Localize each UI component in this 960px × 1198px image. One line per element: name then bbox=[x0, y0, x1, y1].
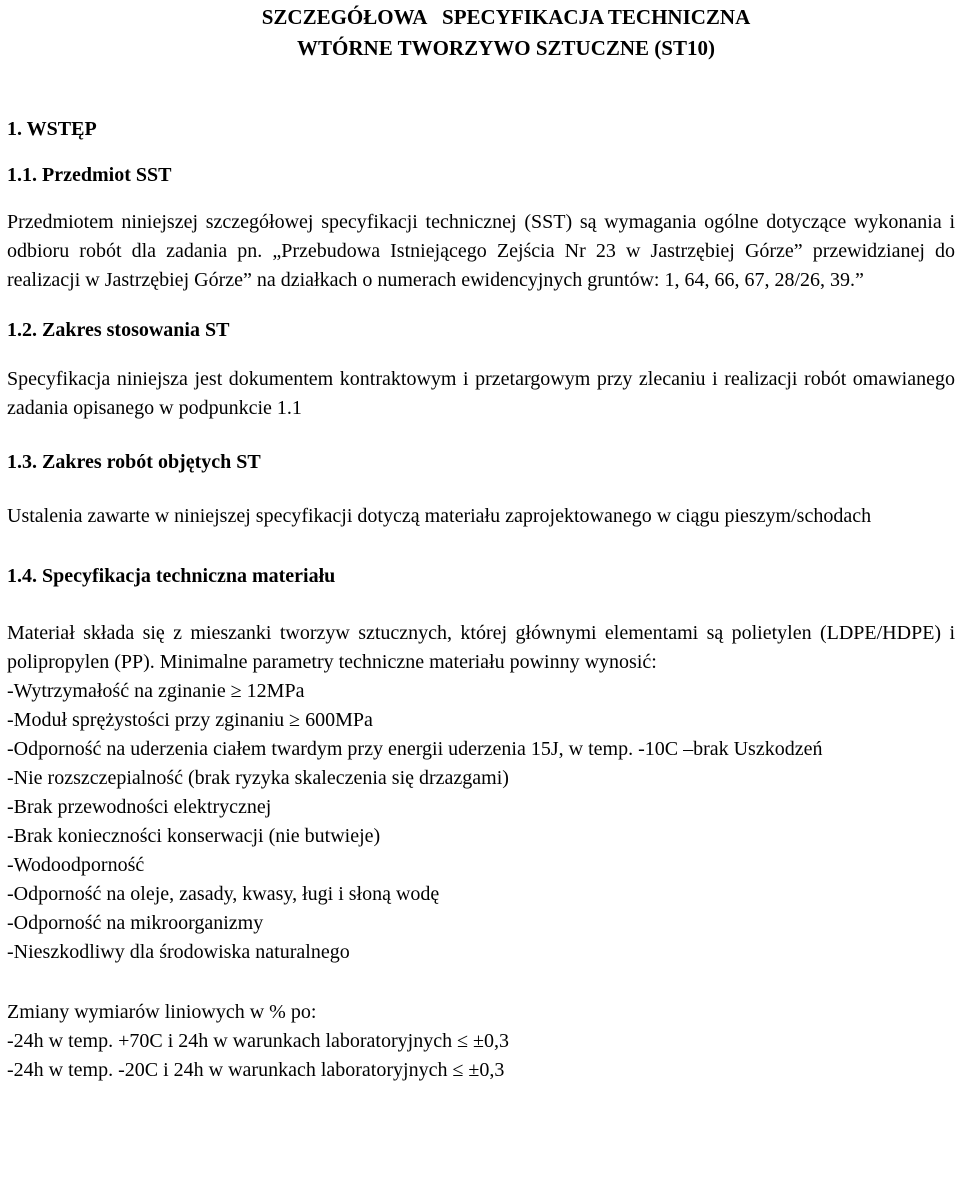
requirement-item: -Brak przewodności elektrycznej bbox=[7, 796, 272, 818]
section-heading-zakres-stosowania: 1.2. Zakres stosowania ST bbox=[7, 319, 230, 341]
material-intro: Materiał składa się z mieszanki tworzyw sztucznych, której głównymi elementami są polietylen (LDPE/HDPE) i polipropylen (PP). Minimalne parametry techniczne materiału powinny wynosić: bbox=[7, 622, 955, 673]
section-heading-specyfikacja-materialu: 1.4. Specyfikacja techniczna materiału bbox=[7, 565, 336, 587]
title-line-1: SZCZEGÓŁOWA SPECYFIKACJA TECHNICZNA bbox=[261, 5, 751, 29]
section-body-zakres-robot: Ustalenia zawarte w niniejszej specyfikacji dotyczą materiału zaprojektowanego w ciągu pieszym/schodach bbox=[7, 505, 872, 527]
requirement-item: -Wytrzymałość na zginanie ≥ 12MPa bbox=[7, 680, 305, 702]
requirement-item: -Odporność na uderzenia ciałem twardym przy energii uderzenia 15J, w temp. -10C –brak Uszkodzeń bbox=[7, 738, 823, 760]
dimension-change-item: -24h w temp. +70C i 24h w warunkach laboratoryjnych ≤ ±0,3 bbox=[7, 1030, 510, 1052]
dimension-changes-list bbox=[7, 1027, 955, 1085]
section-body-zakres-stosowania: Specyfikacja niniejsza jest dokumentem kontraktowym i przetargowym przy zlecaniu i realizacji robót omawianego zadania opisanego w podpunkcie 1.1 bbox=[7, 368, 955, 419]
requirement-item: -Moduł sprężystości przy zginaniu ≥ 600MPa bbox=[7, 709, 373, 731]
section-body-przedmiot: Przedmiotem niniejszej szczegółowej specyfikacji technicznej (SST) są wymagania ogólne dotyczące wykonania i odbioru robót dla zadania pn. „Przebudowa Istniejącego Zejścia Nr 23 w Jastrzębiej Górze” przewidzianej do realizacji w Jastrzębiej Górze” na działkach o numerach ewidencyjnych gruntów: 1, 64, 66, 67, 28/26, 39.” bbox=[7, 211, 955, 291]
section-heading-zakres-robot: 1.3. Zakres robót objętych ST bbox=[7, 451, 261, 473]
title-line-2: WTÓRNE TWORZYWO SZTUCZNE (ST10) bbox=[297, 36, 715, 60]
requirement-item: -Wodoodporność bbox=[7, 854, 145, 876]
requirement-item: -Odporność na oleje, zasady, kwasy, ługi i słoną wodę bbox=[7, 883, 440, 905]
requirements-list bbox=[7, 677, 955, 967]
requirement-item: -Odporność na mikroorganizmy bbox=[7, 912, 264, 934]
requirement-item: -Nieszkodliwy dla środowiska naturalnego bbox=[7, 941, 350, 963]
document-title bbox=[7, 0, 955, 64]
dimension-change-item: -24h w temp. -20C i 24h w warunkach laboratoryjnych ≤ ±0,3 bbox=[7, 1059, 505, 1081]
section-heading-wstep: 1. WSTĘP bbox=[7, 118, 97, 140]
requirement-item: -Brak konieczności konserwacji (nie butwieje) bbox=[7, 825, 381, 847]
dimension-changes-title: Zmiany wymiarów liniowych w % po: bbox=[7, 1001, 317, 1023]
section-heading-przedmiot: 1.1. Przedmiot SST bbox=[7, 164, 172, 186]
requirement-item: -Nie rozszczepialność (brak ryzyka skaleczenia się drzazgami) bbox=[7, 767, 509, 789]
